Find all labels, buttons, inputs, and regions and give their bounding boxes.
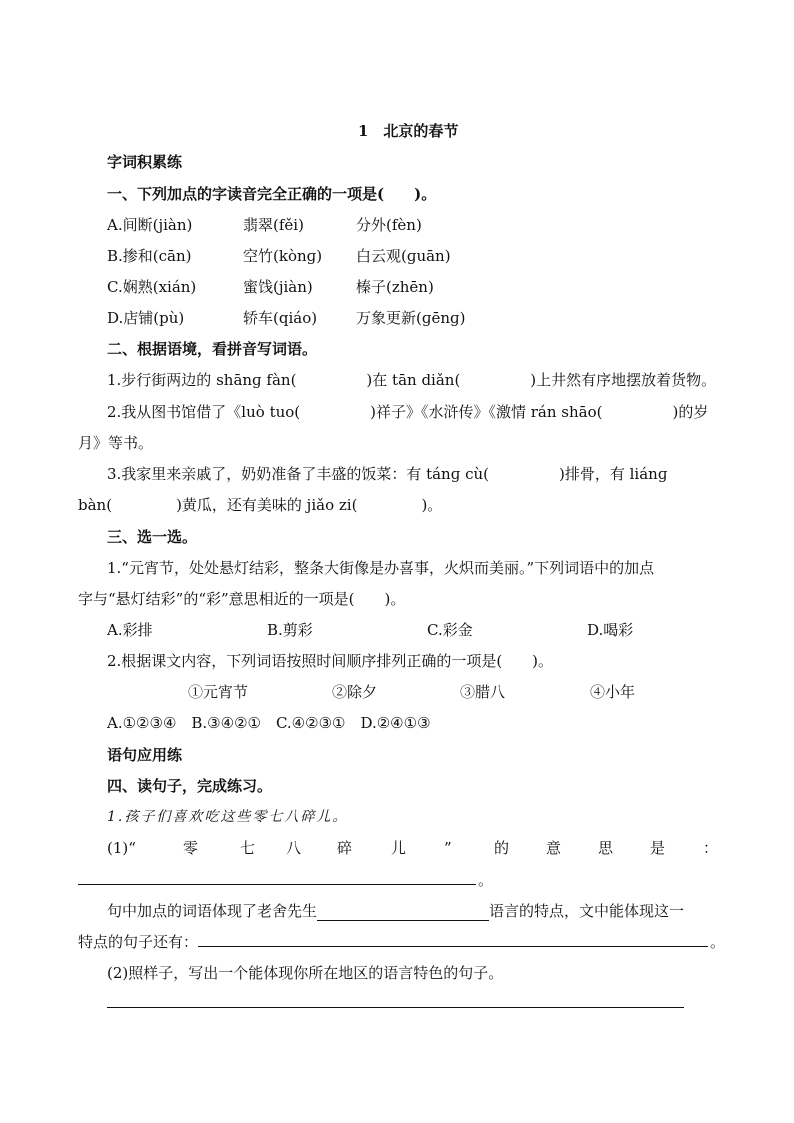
q4-part1-c7: 的 (494, 839, 510, 857)
q3-sub1-line1: 1.“元宵节，处处悬灯结彩，整条大街像是办喜事，火炽而美丽。”下列词语中的加点 (107, 559, 655, 577)
q4-part1-followup (107, 901, 684, 921)
q4-part1-c1: 零 (183, 839, 199, 857)
q4-followup-text-a: 句中加点的词语体现了老舍先生 (107, 902, 318, 920)
q1-option-a-word3: 分外(fèn) (356, 216, 422, 234)
q4-part1-c8: 意 (546, 839, 562, 857)
q2-item-1-text-b: )在 tān diǎn( (366, 371, 461, 389)
q3-sub2-item-4: ④小年 (590, 683, 636, 701)
q4-part1-c0: (1)“ (107, 839, 136, 857)
q3-sub1-option-b: B.剪彩 (267, 621, 313, 639)
q1-option-d-word1: D.店铺(pù) (107, 309, 185, 327)
q1-option-b-word2: 空竹(kònɡ) (243, 247, 323, 265)
q4-followup-text-b: 语言的特点，文中能体现这一 (489, 902, 685, 920)
q4-answer-line-2[interactable] (198, 946, 708, 947)
q4-part1-followup-cont: 特点的句子还有： (78, 933, 199, 951)
q2-item-1 (107, 370, 716, 390)
q1-option-c-word3: 榛子(zhēn) (356, 278, 434, 296)
question-3-stem: 三、选一选。 (107, 528, 198, 546)
q4-part1-c4: 碎 (337, 839, 353, 857)
q3-sub2-item-3: ③腊八 (460, 683, 506, 701)
q4-part1-c3: 八 (286, 839, 302, 857)
question-1-stem: 一、下列加点的字读音完全正确的一项是( )。 (107, 185, 437, 203)
q4-answer-line-1[interactable] (78, 884, 476, 885)
q4-part2-stem: (2)照样子，写出一个能体现你所在地区的语言特色的句子。 (107, 964, 504, 982)
q1-option-b-word1: B.掺和(cān) (107, 247, 192, 265)
section-heading-vocab: 字词积累练 (107, 153, 183, 171)
q3-sub2-item-2: ②除夕 (332, 683, 378, 701)
q2-item-3-text-a: 3.我家里来亲戚了，奶奶准备了丰盛的饭菜：有 tánɡ cù( (107, 465, 489, 483)
q4-part1-c9: 思 (598, 839, 614, 857)
q2-item-3 (107, 464, 667, 484)
q4-part1-c11: ： (703, 839, 719, 857)
q4-part1-end: 。 (478, 871, 494, 889)
q1-option-a-word2: 翡翠(fěi) (243, 216, 304, 234)
q4-answer-blank-style[interactable] (317, 904, 489, 921)
q2-item-3-text-b: )排骨，有 liánɡ (559, 465, 668, 483)
q4-part1-followup-end: 。 (710, 933, 726, 951)
q2-item-3-cont (78, 495, 442, 515)
q1-option-d-word3: 万象更新(ɡēnɡ) (356, 309, 466, 327)
q3-sub1-option-a: A.彩排 (107, 621, 153, 639)
q1-option-b-word3: 白云观(ɡuān) (356, 247, 451, 265)
q1-option-c-word1: C.娴熟(xián) (107, 278, 197, 296)
q1-option-c-word2: 蜜饯(jiàn) (243, 278, 313, 296)
q3-sub2-options: A.①②③④ B.③④②① C.④②③① D.②④①③ (107, 714, 431, 732)
q3-sub2-item-1: ①元宵节 (188, 683, 249, 701)
q4-part1-c6: ” (444, 839, 452, 857)
section-heading-sentence: 语句应用练 (107, 746, 183, 764)
q2-item-3-text-c: bàn( (78, 496, 113, 514)
q2-item-3-text-d: )黄瓜，还有美味的 jiǎo zi( (176, 496, 358, 514)
q1-option-a-word1: A.间断(jiàn) (107, 216, 193, 234)
q2-item-1-text-a: 1.步行街两边的 shānɡ fàn( (107, 371, 297, 389)
q4-sentence: 1.孩子们喜欢吃这些零七八碎儿。 (107, 809, 349, 825)
q2-item-2-text-c: )的岁 (672, 403, 709, 421)
q2-item-2 (107, 402, 708, 422)
q4-part1-c5: 儿 (391, 839, 407, 857)
q2-item-1-text-c: )上井然有序地摆放着货物。 (530, 371, 717, 389)
q3-sub1-line2: 字与“悬灯结彩”的“彩”意思相近的一项是( )。 (78, 590, 406, 608)
q2-item-2-cont: 月》等书。 (78, 434, 154, 452)
q3-sub1-option-c: C.彩金 (427, 621, 473, 639)
q4-part1-c2: 七 (240, 839, 256, 857)
q3-sub1-option-d: D.喝彩 (587, 621, 634, 639)
q4-part1-c10: 是 (650, 839, 666, 857)
q2-item-2-text-a: 2.我从图书馆借了《luò tuo( (107, 403, 301, 421)
question-4-stem: 四、读句子，完成练习。 (107, 777, 273, 795)
q3-sub2-stem: 2.根据课文内容，下列词语按照时间顺序排列正确的一项是( )。 (107, 652, 554, 670)
q4-answer-line-3[interactable] (107, 1007, 684, 1008)
page-title: 1 北京的春节 (358, 122, 459, 140)
q2-item-2-text-b: )祥子》《水浒传》《激情 rán shāo( (370, 403, 603, 421)
q2-item-3-text-e: )。 (421, 496, 443, 514)
q1-option-d-word2: 轿车(qiáo) (243, 309, 318, 327)
question-2-stem: 二、根据语境，看拼音写词语。 (107, 340, 318, 358)
